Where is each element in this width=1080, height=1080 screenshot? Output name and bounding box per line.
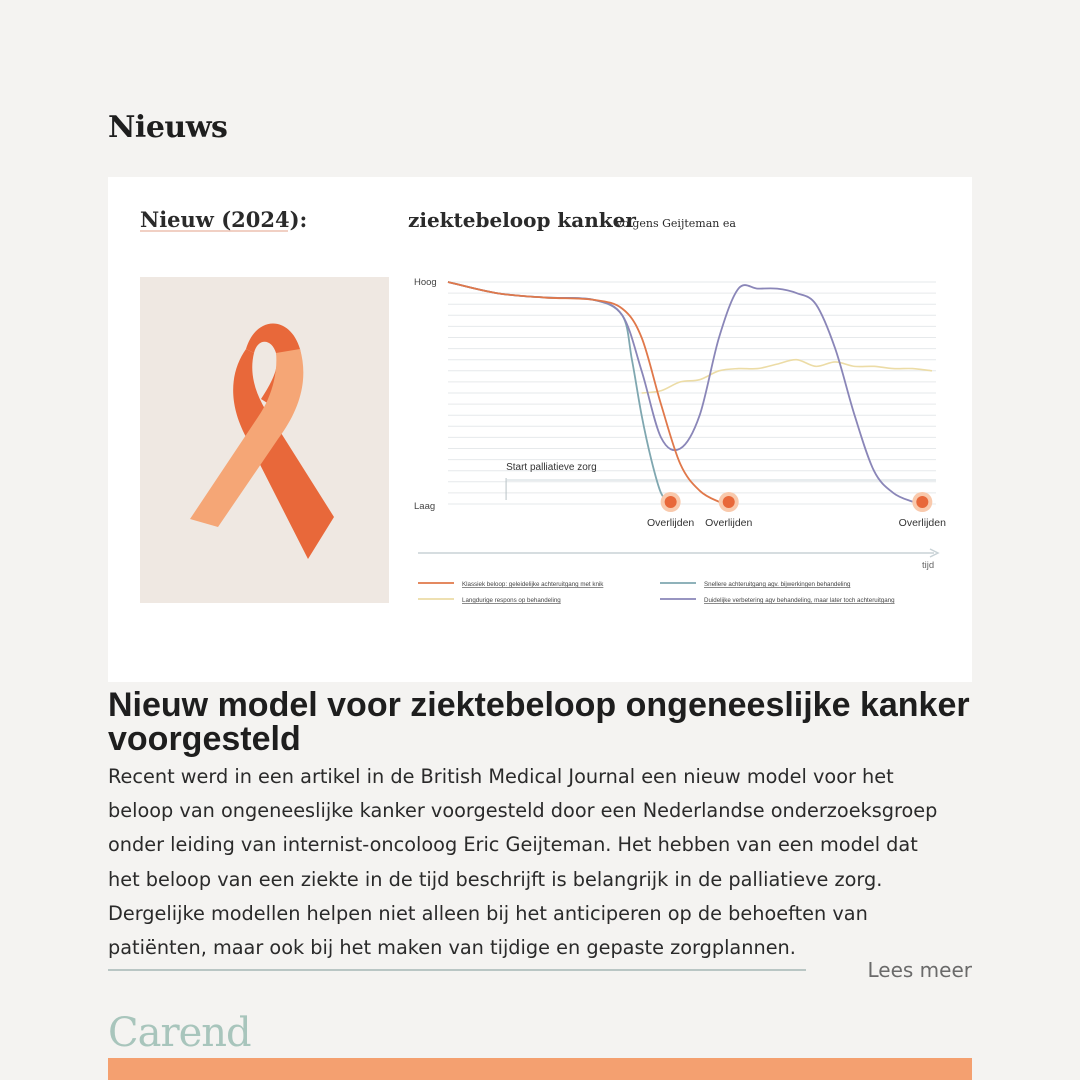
news-card-image[interactable] <box>108 177 972 682</box>
death-marker-dot <box>723 496 735 508</box>
chart-title: ziektebeloop kanker <box>408 208 636 232</box>
infographic <box>108 177 972 682</box>
death-marker-dot <box>916 496 928 508</box>
article-title[interactable]: Nieuw model voor ziektebeloop ongeneeslijke kanker voorgesteld <box>108 686 970 758</box>
annotations <box>506 462 936 500</box>
article-body <box>108 760 978 965</box>
series-line <box>642 360 932 393</box>
read-more-link[interactable]: Lees meer <box>867 958 972 982</box>
death-marker-dot <box>665 496 677 508</box>
article-line: Recent werd in een artikel in de British Medical Journal een nieuw model voor het <box>108 765 894 788</box>
article-line: onder leiding van internist-oncoloog Eric Geijteman. Het hebben van een model dat <box>108 833 918 857</box>
legend-label: Klassiek beloop: geleidelijke achteruitgang met knik <box>462 581 604 588</box>
article-line: Dergelijke modellen helpen niet alleen bij het anticiperen op de behoeften van <box>108 901 868 925</box>
article-line: patiënten, maar ook bij het maken van tijdige en gepaste zorgplannen. <box>108 936 796 960</box>
legend-label: Snellere achteruitgang agv. bijwerkingen behandeling <box>704 581 851 588</box>
x-axis-label: tijd <box>922 560 935 571</box>
y-tick-label-low: Laag <box>414 501 436 512</box>
divider <box>108 969 806 971</box>
infographic-left-heading: Nieuw (2024): <box>140 207 308 232</box>
legend-label: Langdurige respons op behandeling <box>462 597 561 604</box>
x-axis <box>418 549 938 557</box>
article-line: het beloop van een ziekte in de tijd beschrijft is belangrijk in de palliatieve zorg. <box>108 867 883 891</box>
y-tick-label-high: Hoog <box>414 277 437 288</box>
footer-accent-bar <box>108 1058 972 1080</box>
chart-subtitle: volgens Geijteman ea <box>616 217 736 230</box>
chart-legend <box>418 581 895 604</box>
brand-logo: Carend <box>108 1010 251 1056</box>
annotation-label: Overlijden <box>898 517 946 529</box>
section-title: Nieuws <box>108 110 228 145</box>
annotation-label: Start palliatieve zorg <box>506 462 597 473</box>
legend-label: Duidelijke verbetering agv behandeling, maar later toch achteruitgang <box>704 597 895 604</box>
line-chart <box>414 277 946 571</box>
annotation-label: Overlijden <box>646 517 695 529</box>
article-line: beloop van ongeneeslijke kanker voorgesteld door een Nederlandse onderzoeksgroep <box>108 799 938 823</box>
annotation-label: Overlijden <box>705 517 753 529</box>
